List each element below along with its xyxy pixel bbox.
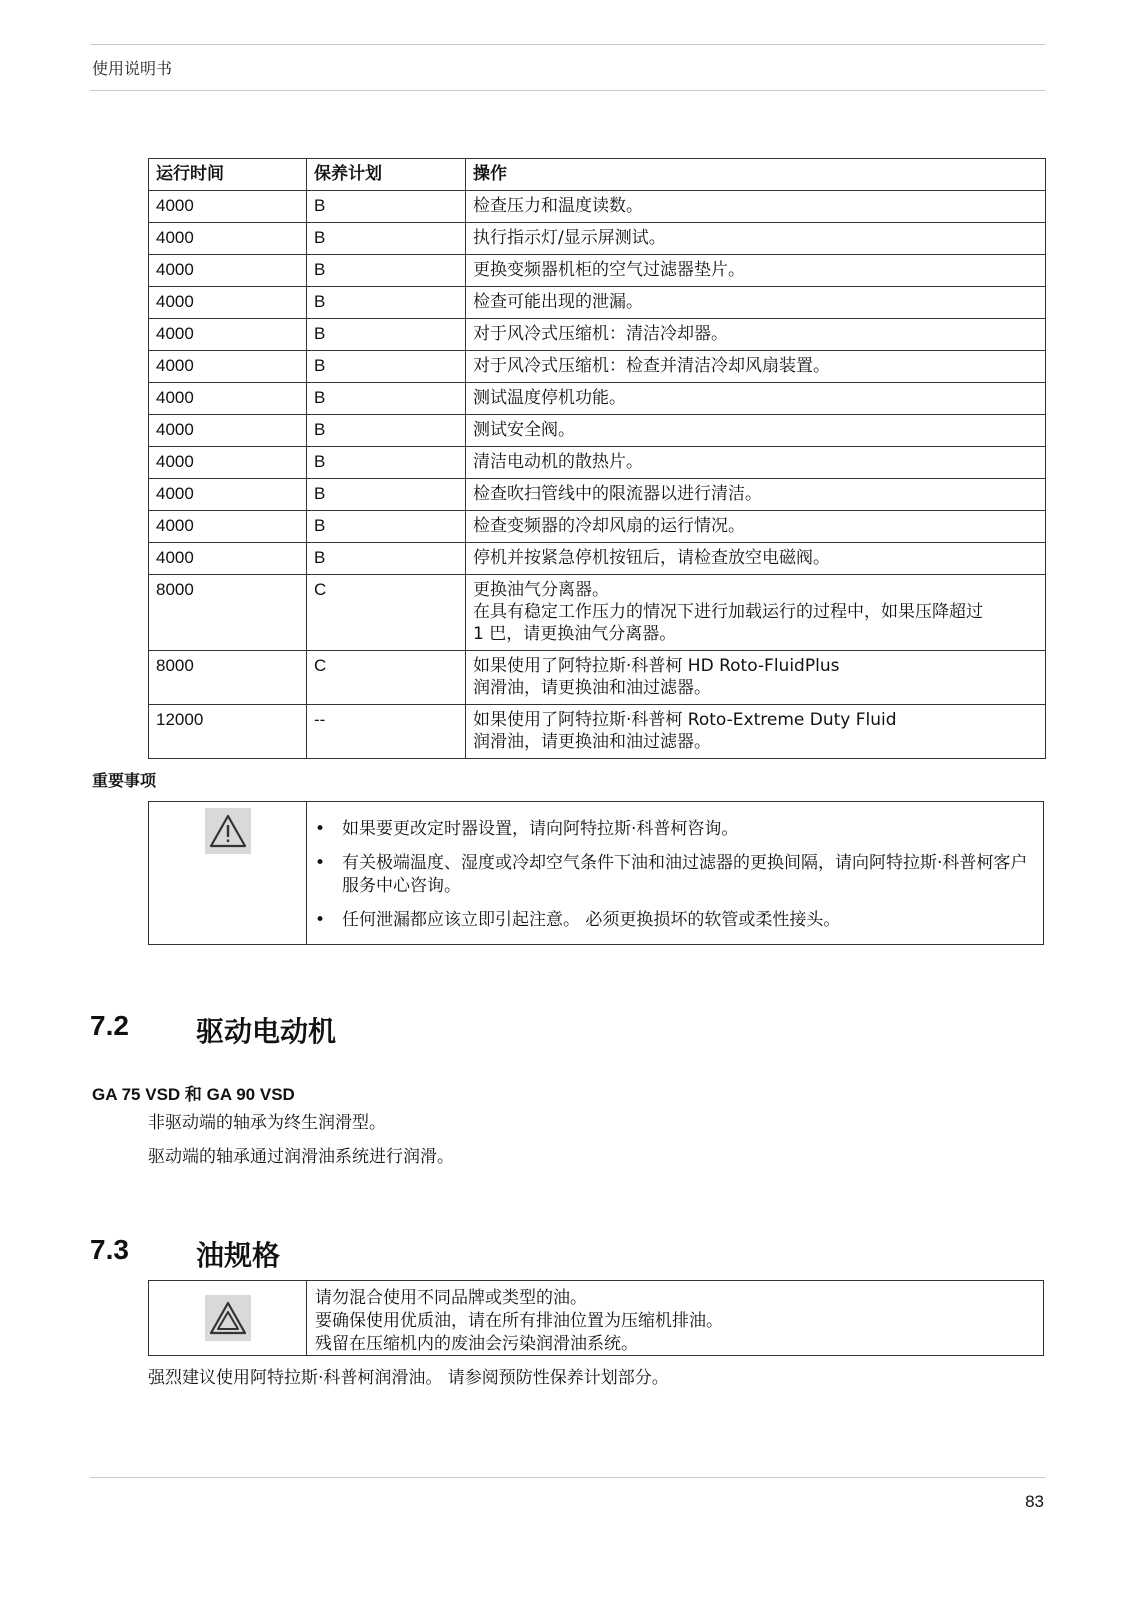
table-row xyxy=(149,319,1046,351)
action-cell: 停机并按紧急停机按钮后，请检查放空电磁阀。 xyxy=(466,543,1046,575)
action-cell: 检查压力和温度读数。 xyxy=(466,191,1046,223)
column-header-plan: 保养计划 xyxy=(307,159,466,191)
hours-cell: 4000 xyxy=(149,447,307,479)
plan-cell: C xyxy=(307,651,466,705)
plan-cell: B xyxy=(307,447,466,479)
table-row xyxy=(149,255,1046,287)
action-cell: 更换油气分离器。 在具有稳定工作压力的情况下进行加载运行的过程中，如果压降超过 1 巴，请更换油气分离器。 xyxy=(466,575,1046,651)
page-number: 83 xyxy=(1025,1492,1044,1511)
table-row xyxy=(149,191,1046,223)
warning-triangle-icon xyxy=(205,808,251,854)
hours-cell: 4000 xyxy=(149,223,307,255)
hours-cell: 4000 xyxy=(149,191,307,223)
hours-cell: 4000 xyxy=(149,319,307,351)
maintenance-table xyxy=(148,158,1046,759)
table-row xyxy=(149,447,1046,479)
action-cell: 对于风冷式压缩机：清洁冷却器。 xyxy=(466,319,1046,351)
action-cell: 如果使用了阿特拉斯·科普柯 HD Roto-FluidPlus 润滑油，请更换油和油过滤器。 xyxy=(466,651,1046,705)
table-row xyxy=(149,383,1046,415)
plan-cell: B xyxy=(307,479,466,511)
table-row xyxy=(149,651,1046,705)
hours-cell: 4000 xyxy=(149,383,307,415)
plan-cell: B xyxy=(307,223,466,255)
notice-line: 请勿混合使用不同品牌或类型的油。 xyxy=(315,1288,587,1308)
hours-cell: 8000 xyxy=(149,651,307,705)
plan-cell: -- xyxy=(307,705,466,759)
action-cell: 清洁电动机的散热片。 xyxy=(466,447,1046,479)
paragraph: 非驱动端的轴承为终生润滑型。 xyxy=(148,1113,386,1133)
header-title: 使用说明书 xyxy=(92,59,173,78)
action-cell: 测试温度停机功能。 xyxy=(466,383,1046,415)
notice-line: 残留在压缩机内的废油会污染润滑油系统。 xyxy=(315,1334,638,1354)
table-row xyxy=(149,511,1046,543)
table-row xyxy=(149,415,1046,447)
subsection-title: GA 75 VSD 和 GA 90 VSD xyxy=(92,1085,295,1104)
notice-text-cell xyxy=(307,802,1043,944)
oil-notice-box xyxy=(148,1280,1044,1356)
action-cell: 检查吹扫管线中的限流器以进行清洁。 xyxy=(466,479,1046,511)
plan-cell: B xyxy=(307,351,466,383)
paragraph: 强烈建议使用阿特拉斯·科普柯润滑油。 请参阅预防性保养计划部分。 xyxy=(148,1368,669,1388)
paragraph: 驱动端的轴承通过润滑油系统进行润滑。 xyxy=(148,1147,454,1167)
notice-text-cell xyxy=(307,1281,1043,1355)
section-title: 驱动电动机 xyxy=(196,1015,337,1048)
table-row xyxy=(149,287,1046,319)
action-cell: 测试安全阀。 xyxy=(466,415,1046,447)
notice-icon-cell xyxy=(149,1281,307,1355)
table-header-row xyxy=(149,159,1046,191)
action-cell: 更换变频器机柜的空气过滤器垫片。 xyxy=(466,255,1046,287)
important-notice-box xyxy=(148,801,1044,945)
table-row xyxy=(149,223,1046,255)
hours-cell: 4000 xyxy=(149,511,307,543)
hours-cell: 4000 xyxy=(149,415,307,447)
footer-rule xyxy=(90,1477,1045,1478)
column-header-action: 操作 xyxy=(466,159,1046,191)
action-cell: 检查变频器的冷却风扇的运行情况。 xyxy=(466,511,1046,543)
action-cell: 执行指示灯/显示屏测试。 xyxy=(466,223,1046,255)
table-row xyxy=(149,575,1046,651)
table-row xyxy=(149,351,1046,383)
hours-cell: 4000 xyxy=(149,255,307,287)
action-cell: 检查可能出现的泄漏。 xyxy=(466,287,1046,319)
hours-cell: 4000 xyxy=(149,287,307,319)
plan-cell: C xyxy=(307,575,466,651)
hours-cell: 12000 xyxy=(149,705,307,759)
hours-cell: 4000 xyxy=(149,479,307,511)
header-top-rule xyxy=(90,44,1045,45)
hours-cell: 4000 xyxy=(149,543,307,575)
header-bottom-rule xyxy=(90,90,1045,91)
table-row xyxy=(149,543,1046,575)
section-title: 油规格 xyxy=(196,1239,281,1272)
column-header-hours: 运行时间 xyxy=(149,159,307,191)
plan-cell: B xyxy=(307,511,466,543)
plan-cell: B xyxy=(307,191,466,223)
action-cell: 对于风冷式压缩机：检查并清洁冷却风扇装置。 xyxy=(466,351,1046,383)
list-item: • 有关极端温度、湿度或冷却空气条件下油和油过滤器的更换间隔，请向阿特拉斯·科普柯客户服务中心咨询。 xyxy=(315,852,1031,898)
caution-triangle-icon xyxy=(205,1295,251,1341)
important-bullet-list xyxy=(307,802,1043,953)
table-row xyxy=(149,479,1046,511)
plan-cell: B xyxy=(307,287,466,319)
hours-cell: 4000 xyxy=(149,351,307,383)
plan-cell: B xyxy=(307,255,466,287)
hours-cell: 8000 xyxy=(149,575,307,651)
notice-icon-cell xyxy=(149,802,307,944)
plan-cell: B xyxy=(307,319,466,351)
section-number: 7.2 xyxy=(90,1010,129,1041)
plan-cell: B xyxy=(307,383,466,415)
plan-cell: B xyxy=(307,415,466,447)
notice-line: 要确保使用优质油，请在所有排油位置为压缩机排油。 xyxy=(315,1311,723,1331)
important-label: 重要事项 xyxy=(92,771,157,790)
list-item: • 如果要更改定时器设置，请向阿特拉斯·科普柯咨询。 xyxy=(315,818,1031,841)
table-row xyxy=(149,705,1046,759)
action-cell: 如果使用了阿特拉斯·科普柯 Roto-Extreme Duty Fluid 润滑油，请更换油和油过滤器。 xyxy=(466,705,1046,759)
list-item: • 任何泄漏都应该立即引起注意。 必须更换损坏的软管或柔性接头。 xyxy=(315,909,1031,932)
plan-cell: B xyxy=(307,543,466,575)
section-number: 7.3 xyxy=(90,1234,129,1265)
